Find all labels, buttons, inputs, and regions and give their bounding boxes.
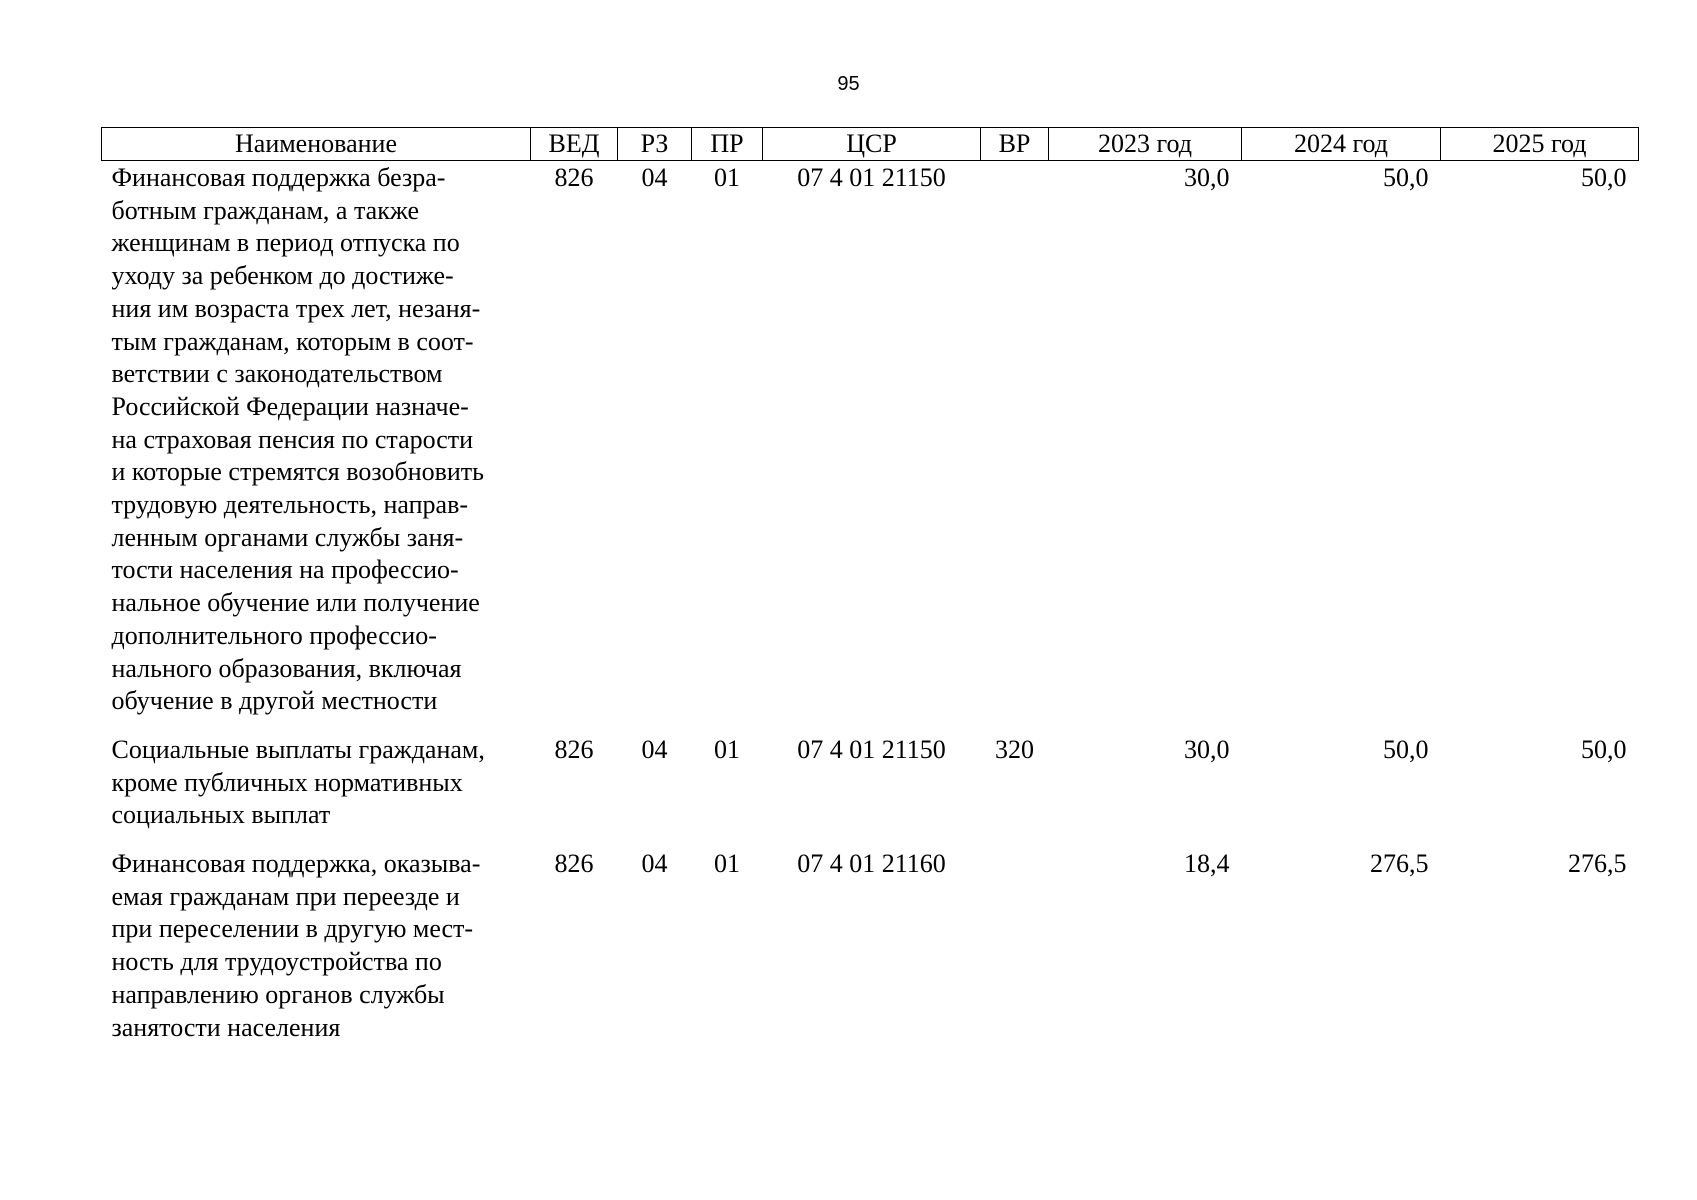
name-line: ленным органами службы заня- [111,522,464,552]
name-line: ботным гражданам, а также [111,195,419,225]
row-name [102,734,531,848]
row-2025: 50,0 [1581,734,1627,764]
row-ved: 826 [554,849,594,879]
name-line: ния им возраста трех лет, незаня- [111,293,481,323]
name-line: Российской Федерации назначе- [111,391,469,421]
name-line: тым гражданам, которым в соот- [111,326,474,356]
row-2024: 50,0 [1383,734,1429,764]
name-line: дополнительного профессио- [111,620,437,650]
name-line: нального образования, включая [111,653,462,683]
row-rz: 04 [641,734,668,764]
row-2023: 18,4 [1184,849,1230,879]
row-ved: 826 [554,734,594,764]
name-line: ветствии с законодательством [111,359,443,389]
header-2024: 2024 год [1242,128,1441,161]
header-ved: ВЕД [531,128,618,161]
header-2023: 2023 год [1049,128,1242,161]
row-2024: 50,0 [1383,163,1429,192]
name-line: направлению органов службы [111,979,445,1009]
name-line: при переселении в другую мест- [111,914,474,944]
table-row [102,161,1639,734]
name-line: на страховая пенсия по старости [111,424,474,454]
name-line: женщинам в период отпуска по [111,228,460,258]
table-row [102,734,1639,848]
table-header [102,128,1639,161]
row-rz: 04 [641,849,668,879]
row-vr [981,161,1049,734]
header-csr: ЦСР [763,128,981,161]
table-row [102,848,1639,1060]
header-rz: РЗ [618,128,692,161]
header-vr: ВР [981,128,1049,161]
row-2023: 30,0 [1184,163,1230,192]
row-pr: 01 [714,734,740,764]
name-line: тости населения на профессио- [111,555,459,585]
name-line: уходу за ребенком до достиже- [111,261,454,291]
budget-table [101,127,1639,1060]
name-line: Финансовая поддержка безра- [111,163,446,192]
name-line: Социальные выплаты гражданам, [111,734,485,764]
header-2025: 2025 год [1441,128,1639,161]
header-pr: ПР [692,128,763,161]
row-name [102,848,531,1060]
row-2025: 276,5 [1568,849,1627,879]
row-rz: 04 [641,163,668,192]
row-csr: 07 4 01 21160 [797,849,946,879]
row-vr [981,848,1049,1060]
name-line: социальных выплат [111,800,331,830]
name-line: емая гражданам при переезде и [111,881,460,911]
row-2024: 276,5 [1370,849,1429,879]
page-number: 95 [837,73,860,95]
row-pr: 01 [714,163,740,192]
header-row [102,128,1639,161]
row-pr: 01 [714,849,740,879]
row-2025: 50,0 [1581,163,1627,192]
row-csr: 07 4 01 21150 [797,734,946,764]
name-line: обучение в другой местности [111,686,438,716]
row-csr: 07 4 01 21150 [797,163,946,192]
name-line: ность для трудоустройства по [111,947,442,977]
row-name [102,161,531,734]
name-line: занятости населения [111,1012,341,1042]
name-line: трудовую деятельность, направ- [111,490,469,520]
name-line: кроме публичных нормативных [111,767,463,797]
row-vr: 320 [995,734,1034,764]
name-line: нальное обучение или получение [111,588,480,618]
row-2023: 30,0 [1184,734,1230,764]
row-ved: 826 [554,163,594,192]
table-body [102,161,1639,1061]
header-name: Наименование [102,128,531,161]
name-line: и которые стремятся возобновить [111,457,485,487]
name-line: Финансовая поддержка, оказыва- [111,849,481,879]
